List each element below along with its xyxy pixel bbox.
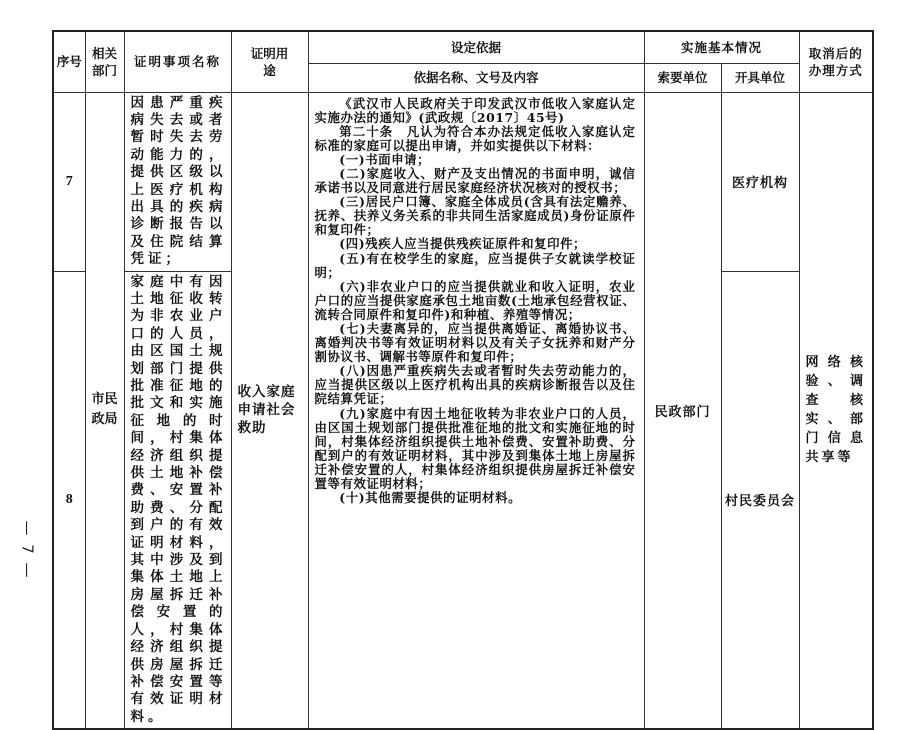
- header-dept-label: 相关部门: [91, 45, 117, 78]
- page-number-label: — 7 —: [19, 520, 37, 580]
- basis-paragraph: (九)家庭中有因土地征收转为非农业户口的人员，由区国土规划部门提供批准征地的批文和实施征地的时间，村集体经济组织提供土地补偿费、安置补助费、分配到户的有效证明材料，其中涉及到集体土地上房屋拆迁补偿安置的人，村集体经济组织提供房屋拆迁补偿安置等有效证明材料；: [314, 405, 636, 492]
- header-request-unit-label: 索要单位: [657, 70, 708, 85]
- header-seq-label: 序号: [56, 54, 82, 70]
- header-seq: [53, 31, 85, 92]
- basis-cell: [308, 92, 644, 729]
- header-impl-group: [644, 31, 799, 63]
- purpose-label: 收入家庭申请社会救助: [237, 384, 296, 437]
- row-seq: 7: [53, 92, 85, 271]
- header-purpose-label: 证明用途: [250, 45, 289, 78]
- header-purpose: [231, 31, 308, 92]
- header-issue-unit-label: 开具单位: [735, 70, 786, 85]
- basis-paragraph: (七)夫妻离异的，应当提供离婚证、离婚协议书、离婚判决书等有效证明材料以及有关子女抚养和财产分割协议书、调解书等原件和复印件；: [314, 321, 636, 365]
- basis-paragraph: (四)残疾人应当提供残疾证原件和复印件；: [339, 236, 587, 252]
- table-row-7: [53, 92, 873, 271]
- basis-paragraph: (八)因患严重疾病失去或者暂时失去劳动能力的，应当提供区级以上医疗机构出具的疾病诊断报告以及住院结算凭证；: [314, 363, 636, 407]
- header-basis-sub: [308, 63, 644, 92]
- header-basis-group-label: 设定依据: [450, 39, 501, 55]
- header-after-cancel: [799, 31, 873, 92]
- basis-paragraph: 第二十条 凡认为符合本办法规定低收入家庭认定标准的家庭可以提出申请，并如实提供以下材料：: [314, 123, 636, 153]
- basis-paragraph: (十)其他需要提供的证明材料。: [339, 490, 522, 506]
- purpose-cell: [231, 92, 308, 729]
- header-basis-group: [308, 31, 644, 63]
- header-basis-sub-label: 依据名称、文号及内容: [413, 70, 539, 85]
- header-after-cancel-label: 取消后的办理方式: [808, 45, 863, 78]
- certificate-items-table: [52, 30, 874, 730]
- header-issue-unit: [721, 63, 799, 92]
- after-cancel-cell: [799, 92, 873, 729]
- request-unit-label: 民政部门: [654, 404, 711, 420]
- dept-cell: [85, 92, 124, 729]
- header-dept: [85, 31, 124, 92]
- dept-label: 市民政局: [91, 392, 118, 428]
- header-request-unit: [644, 63, 721, 92]
- request-unit-cell: [644, 92, 721, 729]
- issue-unit-cell: 村民委员会: [721, 271, 799, 729]
- basis-paragraph: (六)非农业户口的应当提供就业和收入证明，农业户口的应当提供家庭承包土地亩数(土地承包经营权证、流转合同原件和复印件)和种植、养殖等情况；: [314, 278, 636, 322]
- header-item-name-label: 证明事项名称: [133, 54, 221, 70]
- basis-paragraph: (三)居民户口簿、家庭全体成员(含具有法定赡养、抚养、扶养义务关系的非共同生活家庭成员)身份证原件和复印件；: [314, 194, 636, 238]
- row-seq: 8: [53, 271, 85, 729]
- page-number: [18, 510, 38, 590]
- issue-unit-cell: 医疗机构: [721, 92, 799, 271]
- header-item-name: [124, 31, 231, 92]
- header-impl-group-label: 实施基本情况: [681, 39, 763, 55]
- basis-paragraph: (一)书面申请；: [339, 151, 431, 167]
- basis-paragraph: 《武汉市人民政府关于印发武汉市低收入家庭认定实施办法的通知》(武政规〔2017〕45号): [314, 95, 636, 125]
- basis-paragraph: (二)家庭收入、财产及支出情况的书面申明，诚信承诺书以及同意进行居民家庭经济状况核对的授权书；: [314, 165, 636, 196]
- basis-paragraph: (五)有在校学生的家庭，应当提供子女就读学校证明；: [314, 250, 636, 280]
- after-cancel-label: 网络核验、调查核实、部门信息共享等: [805, 355, 867, 466]
- item-name-cell: 因患严重疾病失去或者暂时失去劳动能力的，提供区级以上医疗机构出具的疾病诊断报告以及住院结算凭证；: [124, 92, 231, 271]
- item-name-cell: 家庭中有因土地征收转为非农业户口的人员，由区国土规划部门提供批准征地的批文和实施征地的时间，村集体经济组织提供土地补偿费、安置补助费、分配到户的有效证明材料，其中涉及到集体土地上房屋拆迁补偿安置的人，村集体经济组织提供房屋拆迁补偿安置等有效证明材料。: [124, 271, 231, 729]
